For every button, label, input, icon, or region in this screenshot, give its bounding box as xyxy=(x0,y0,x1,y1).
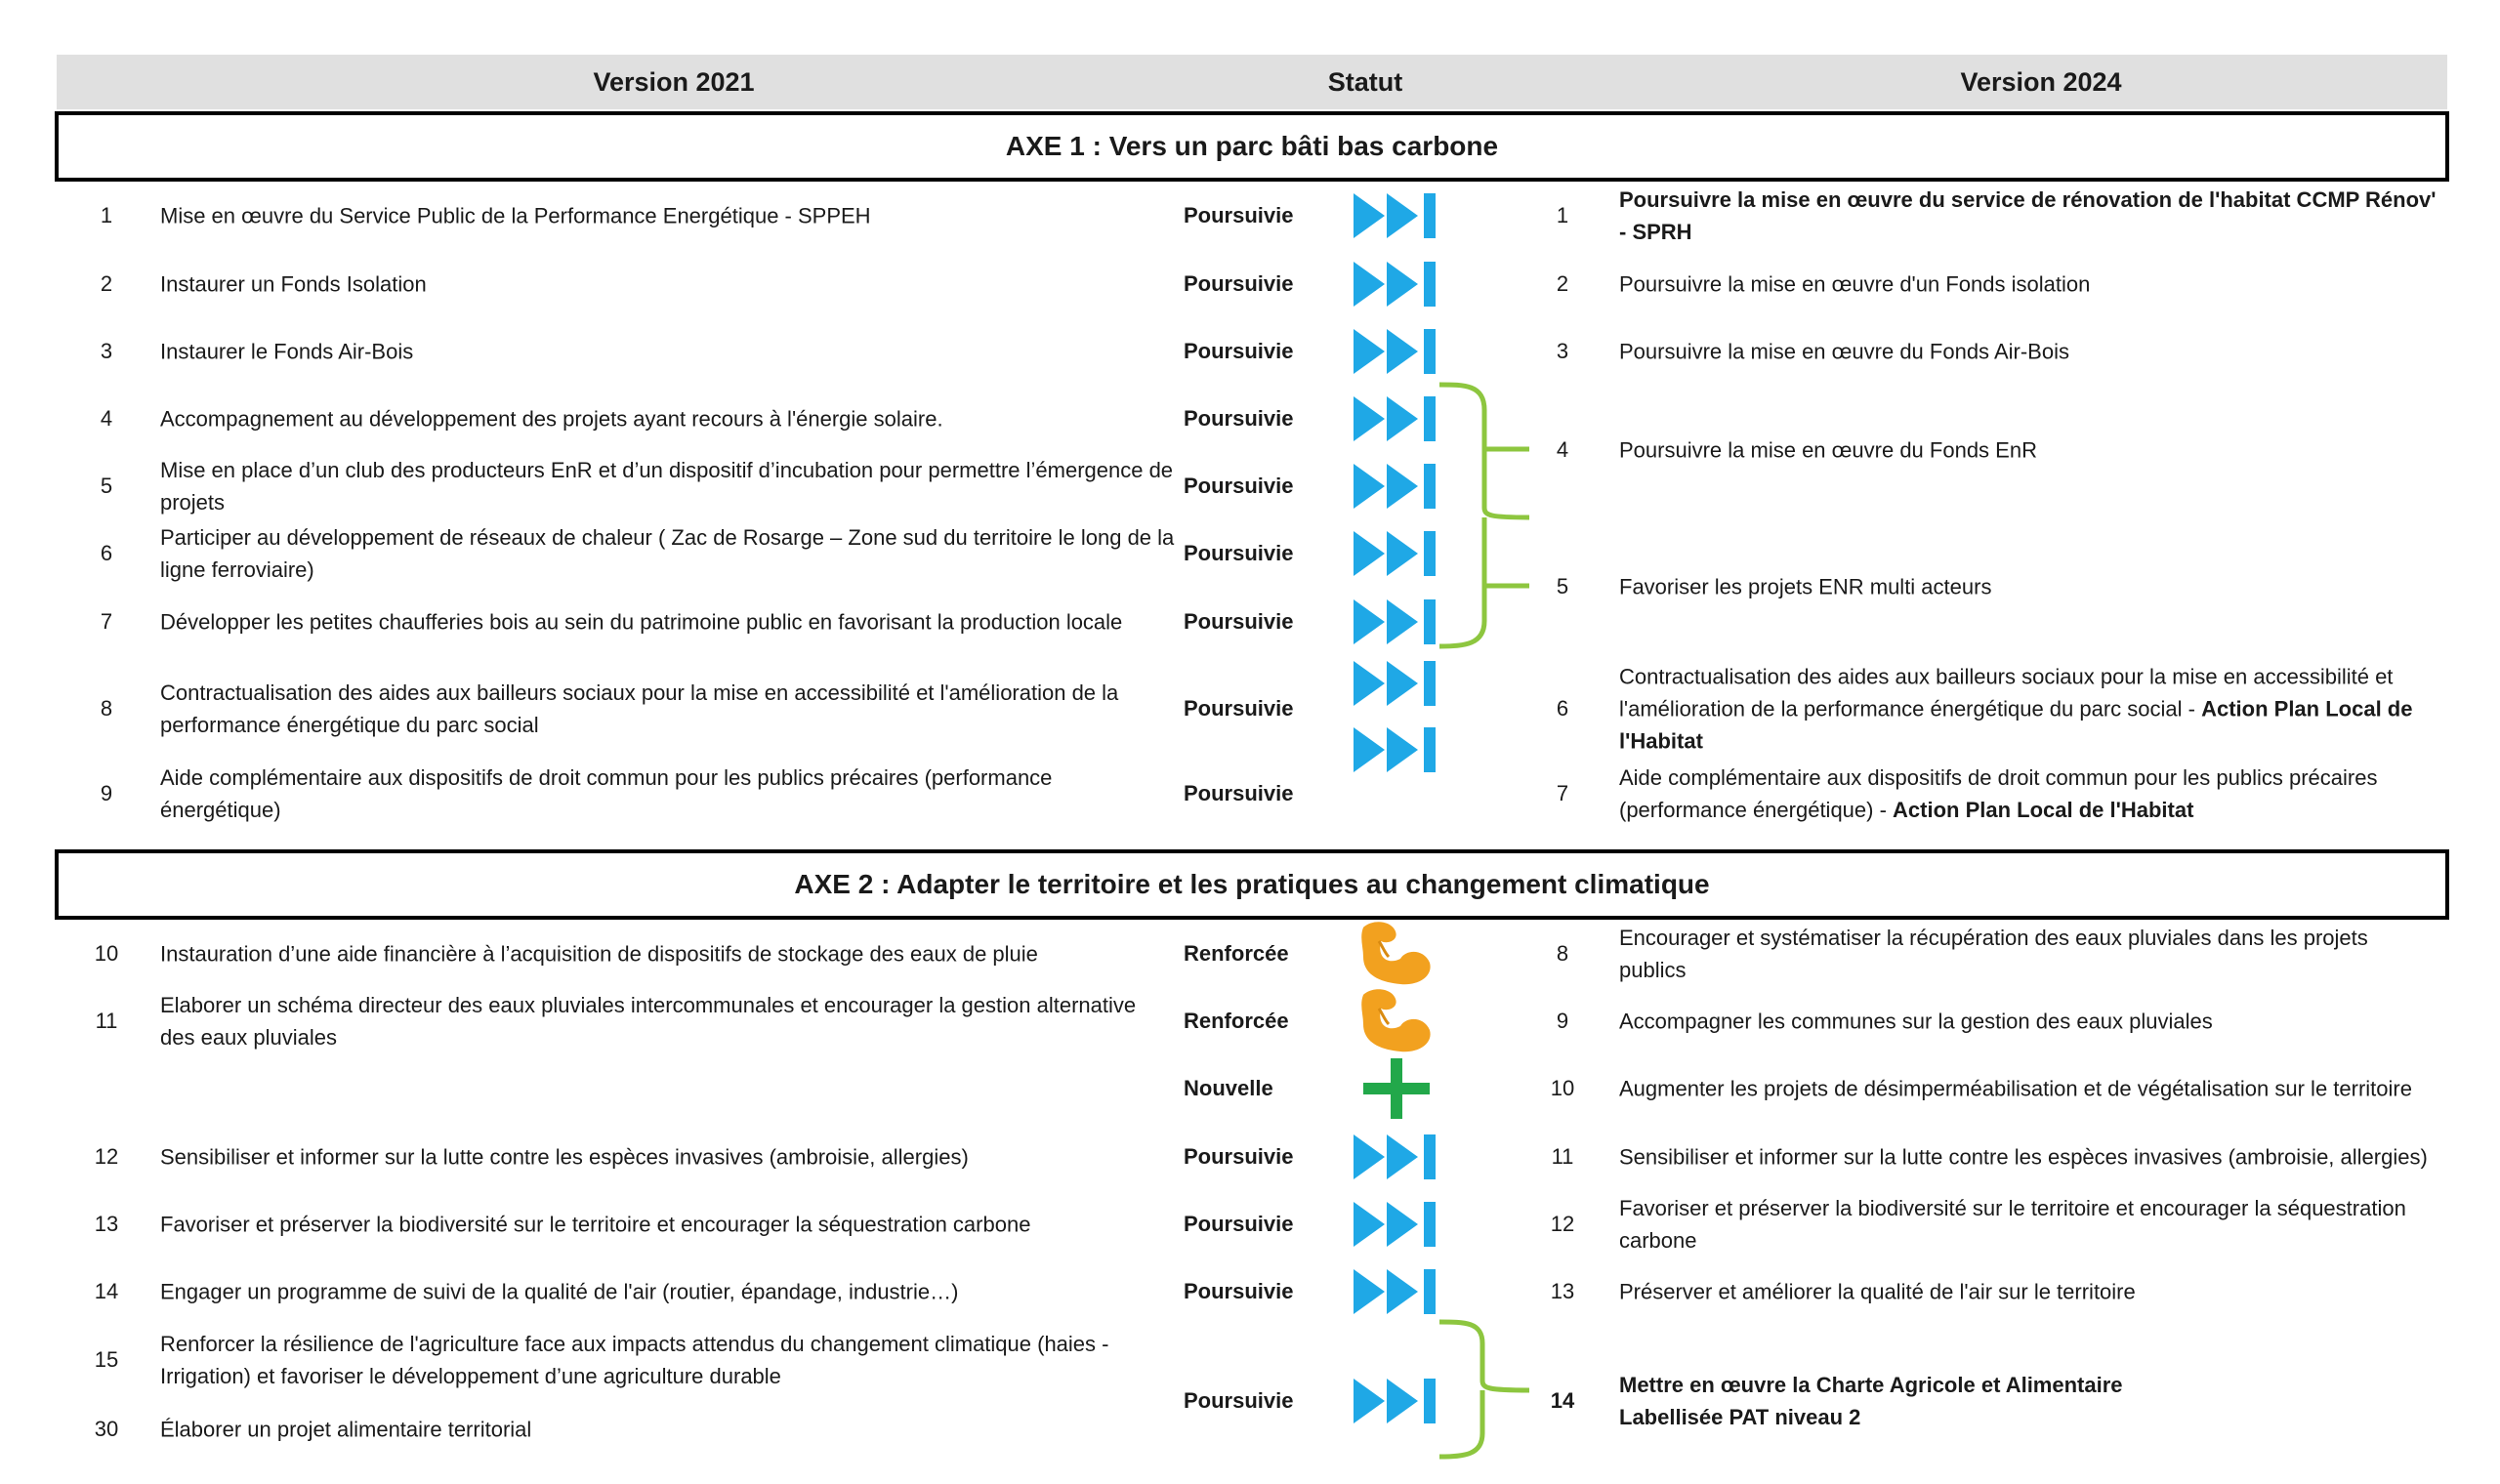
row-number-2021: 30 xyxy=(94,1417,119,1441)
status-label: Poursuivie xyxy=(1184,609,1294,634)
fast-forward-icon xyxy=(1350,1129,1443,1185)
axe-2-title: AXE 2 : Adapter le territoire et les pratiques au changement climatique xyxy=(55,849,2449,920)
row-number-2021: 13 xyxy=(94,1212,119,1236)
row-number-2021: 6 xyxy=(100,541,113,565)
row-number-2021: 4 xyxy=(100,406,113,431)
action-2024-label: Aide complémentaire aux dispositifs de droit commun pour les publics précaires (performance énergétique) - Action Plan Local de l'Habitat xyxy=(1619,765,2378,822)
table-row-grouped xyxy=(0,1367,2500,1435)
status-label: Poursuivie xyxy=(1184,1279,1294,1303)
column-header xyxy=(57,55,2447,109)
status-label: Poursuivie xyxy=(1184,474,1294,498)
row-number-2021: 12 xyxy=(94,1144,119,1169)
action-2024-label: Contractualisation des aides aux bailleurs sociaux pour la mise en accessibilité et l'amélioration de la performance énergétique du parc social - Action Plan Local de l'Habitat xyxy=(1619,664,2413,754)
row-number-2021: 11 xyxy=(95,1009,118,1033)
table-row xyxy=(0,418,2500,482)
row-number-2021: 14 xyxy=(94,1279,119,1303)
table-row xyxy=(0,555,2500,619)
flexed-biceps-icon xyxy=(1350,920,1443,988)
action-2021-label: Développer les petites chaufferies bois au sein du patrimoine public en favorisant la production locale xyxy=(160,609,1123,635)
row-number-2021: 5 xyxy=(100,474,113,498)
row-number-2024: 13 xyxy=(1550,1279,1575,1303)
row-number-2021: 2 xyxy=(100,271,113,296)
status-label: Poursuivie xyxy=(1184,406,1294,431)
status-label: Poursuivie xyxy=(1184,339,1294,363)
action-2024-label: Poursuivre la mise en œuvre du Fonds Air-Bois xyxy=(1619,339,2069,364)
action-2021-label: Engager un programme de suivi de la qualité de l'air (routier, épandage, industrie…) xyxy=(160,1279,959,1304)
table-row xyxy=(0,922,2500,986)
action-2021-label: Mise en œuvre du Service Public de la Performance Energétique - SPPEH xyxy=(160,203,871,228)
action-2024-bold-suffix: Action Plan Local de l'Habitat xyxy=(1619,696,2413,754)
fast-forward-icon xyxy=(1350,1263,1443,1320)
action-2021-label: Mise en place d’un club des producteurs EnR et d’un dispositif d’incubation pour permettre l’émergence de projets xyxy=(160,458,1174,515)
table-row xyxy=(0,1125,2500,1189)
header-version-2024: Version 2024 xyxy=(1960,67,2122,97)
action-2024-label: Accompagner les communes sur la gestion des eaux pluviales xyxy=(1619,1009,2213,1034)
fast-forward-icon xyxy=(1350,256,1443,312)
table-row xyxy=(0,1259,2500,1324)
row-number-2024: 3 xyxy=(1556,339,1569,363)
row-number-2024: 14 xyxy=(1550,1388,1575,1413)
table-row xyxy=(0,319,2500,384)
table-row xyxy=(0,184,2500,248)
action-2024-label xyxy=(1619,1369,2439,1433)
action-2021-label: Favoriser et préserver la biodiversité sur le territoire et encourager la séquestration carbone xyxy=(160,1212,1031,1237)
status-label: Poursuivie xyxy=(1184,541,1294,565)
flexed-biceps-icon xyxy=(1350,987,1443,1055)
table-row xyxy=(0,1192,2500,1257)
status-label: Poursuivie xyxy=(1184,1212,1294,1236)
axe-1-title: AXE 1 : Vers un parc bâti bas carbone xyxy=(55,111,2449,182)
table-row xyxy=(0,1056,2500,1121)
row-number-2021: 15 xyxy=(94,1347,119,1372)
header-version-2021: Version 2021 xyxy=(593,67,755,97)
row-number-2024: 8 xyxy=(1556,941,1569,966)
row-number-2024: 7 xyxy=(1556,781,1569,805)
action-2024-line2: Labellisée PAT niveau 2 xyxy=(1619,1405,1861,1429)
row-number-2024: 9 xyxy=(1556,1009,1569,1033)
merge-brace xyxy=(1436,381,1533,650)
fast-forward-icon xyxy=(1350,1373,1443,1429)
status-label: Poursuivie xyxy=(1184,203,1294,227)
row-number-2021: 7 xyxy=(100,609,113,634)
status-label: Renforcée xyxy=(1184,941,1289,966)
merge-brace xyxy=(1436,1318,1533,1461)
fast-forward-icon xyxy=(1350,655,1443,712)
row-number-2021: 8 xyxy=(100,696,113,721)
table-row xyxy=(0,762,2500,826)
row-number-2024: 12 xyxy=(1550,1212,1575,1236)
action-2021-label: Contractualisation des aides aux bailleurs sociaux pour la mise en accessibilité et l'amélioration de la performance énergétique du parc social xyxy=(160,680,1119,737)
fast-forward-icon xyxy=(1350,323,1443,380)
action-2024-label: Favoriser et préserver la biodiversité sur le territoire et encourager la séquestration carbone xyxy=(1619,1196,2406,1253)
action-2021-label: Élaborer un projet alimentaire territorial xyxy=(160,1417,532,1442)
table-row xyxy=(0,660,2500,758)
action-2021-label: Aide complémentaire aux dispositifs de droit commun pour les publics précaires (performance énergétique) xyxy=(160,765,1053,822)
row-number-2024: 11 xyxy=(1551,1144,1574,1169)
action-2024-label: Préserver et améliorer la qualité de l'air sur le territoire xyxy=(1619,1279,2136,1304)
row-number-2024: 5 xyxy=(1556,574,1569,598)
action-2021-label: Elaborer un schéma directeur des eaux pluviales intercommunales et encourager la gestion alternative des eaux pluviales xyxy=(160,993,1137,1050)
action-2024-label: Favoriser les projets ENR multi acteurs xyxy=(1619,574,1992,599)
action-2024-line1: Mettre en œuvre la Charte Agricole et Alimentaire xyxy=(1619,1373,2123,1397)
row-number-2024: 6 xyxy=(1556,696,1569,721)
status-label: Renforcée xyxy=(1184,1009,1289,1033)
row-number-2021: 1 xyxy=(100,203,113,227)
status-label: Poursuivie xyxy=(1184,781,1294,805)
header-statut: Statut xyxy=(1327,67,1403,97)
action-2024-label: Sensibiliser et informer sur la lutte contre les espèces invasives (ambroisie, allergies) xyxy=(1619,1144,2428,1170)
action-2021-label: Renforcer la résilience de l'agriculture face aux impacts attendus du changement climatique (haies - Irrigation) et favoriser le développement d’une agriculture durable xyxy=(160,1332,1109,1388)
row-number-2024: 4 xyxy=(1556,437,1569,462)
fast-forward-icon xyxy=(1350,187,1443,244)
action-2021-label: Instaurer le Fonds Air-Bois xyxy=(160,339,414,364)
action-2021-label: Instaurer un Fonds Isolation xyxy=(160,271,427,297)
action-2024-label: Poursuivre la mise en œuvre du service de rénovation de l'habitat CCMP Rénov' - SPRH xyxy=(1619,187,2437,244)
status-label: Poursuivie xyxy=(1184,1388,1294,1413)
action-2021-label: Instauration d’une aide financière à l’acquisition de dispositifs de stockage des eaux de pluie xyxy=(160,941,1038,967)
action-2024-label: Augmenter les projets de désimperméabilisation et de végétalisation sur le territoire xyxy=(1619,1076,2412,1101)
action-2021-label: Participer au développement de réseaux de chaleur ( Zac de Rosarge – Zone sud du territoire le long de la ligne ferroviaire) xyxy=(160,525,1175,582)
status-label: Poursuivie xyxy=(1184,271,1294,296)
action-2024-label: Poursuivre la mise en œuvre d'un Fonds isolation xyxy=(1619,271,2091,297)
action-2024-bold-suffix: Action Plan Local de l'Habitat xyxy=(1893,798,2194,822)
row-number-2021: 10 xyxy=(94,941,119,966)
table-row xyxy=(0,252,2500,316)
row-number-2021: 9 xyxy=(100,781,113,805)
status-label: Poursuivie xyxy=(1184,696,1294,721)
row-number-2024: 10 xyxy=(1550,1076,1575,1100)
action-2021-label: Sensibiliser et informer sur la lutte contre les espèces invasives (ambroisie, allergies) xyxy=(160,1144,969,1170)
action-2024-label: Poursuivre la mise en œuvre du Fonds EnR xyxy=(1619,437,2037,463)
fast-forward-icon xyxy=(1350,721,1443,778)
fast-forward-icon xyxy=(1350,1196,1443,1253)
row-number-2024: 1 xyxy=(1556,203,1569,227)
action-2021-label: Accompagnement au développement des projets ayant recours à l'énergie solaire. xyxy=(160,406,943,432)
plus-icon xyxy=(1350,1054,1443,1123)
status-label: Poursuivie xyxy=(1184,1144,1294,1169)
row-number-2021: 3 xyxy=(100,339,113,363)
status-label: Nouvelle xyxy=(1184,1076,1273,1100)
table-row xyxy=(0,989,2500,1053)
action-2024-label: Encourager et systématiser la récupération des eaux pluviales dans les projets publics xyxy=(1619,926,2368,982)
row-number-2024: 2 xyxy=(1556,271,1569,296)
